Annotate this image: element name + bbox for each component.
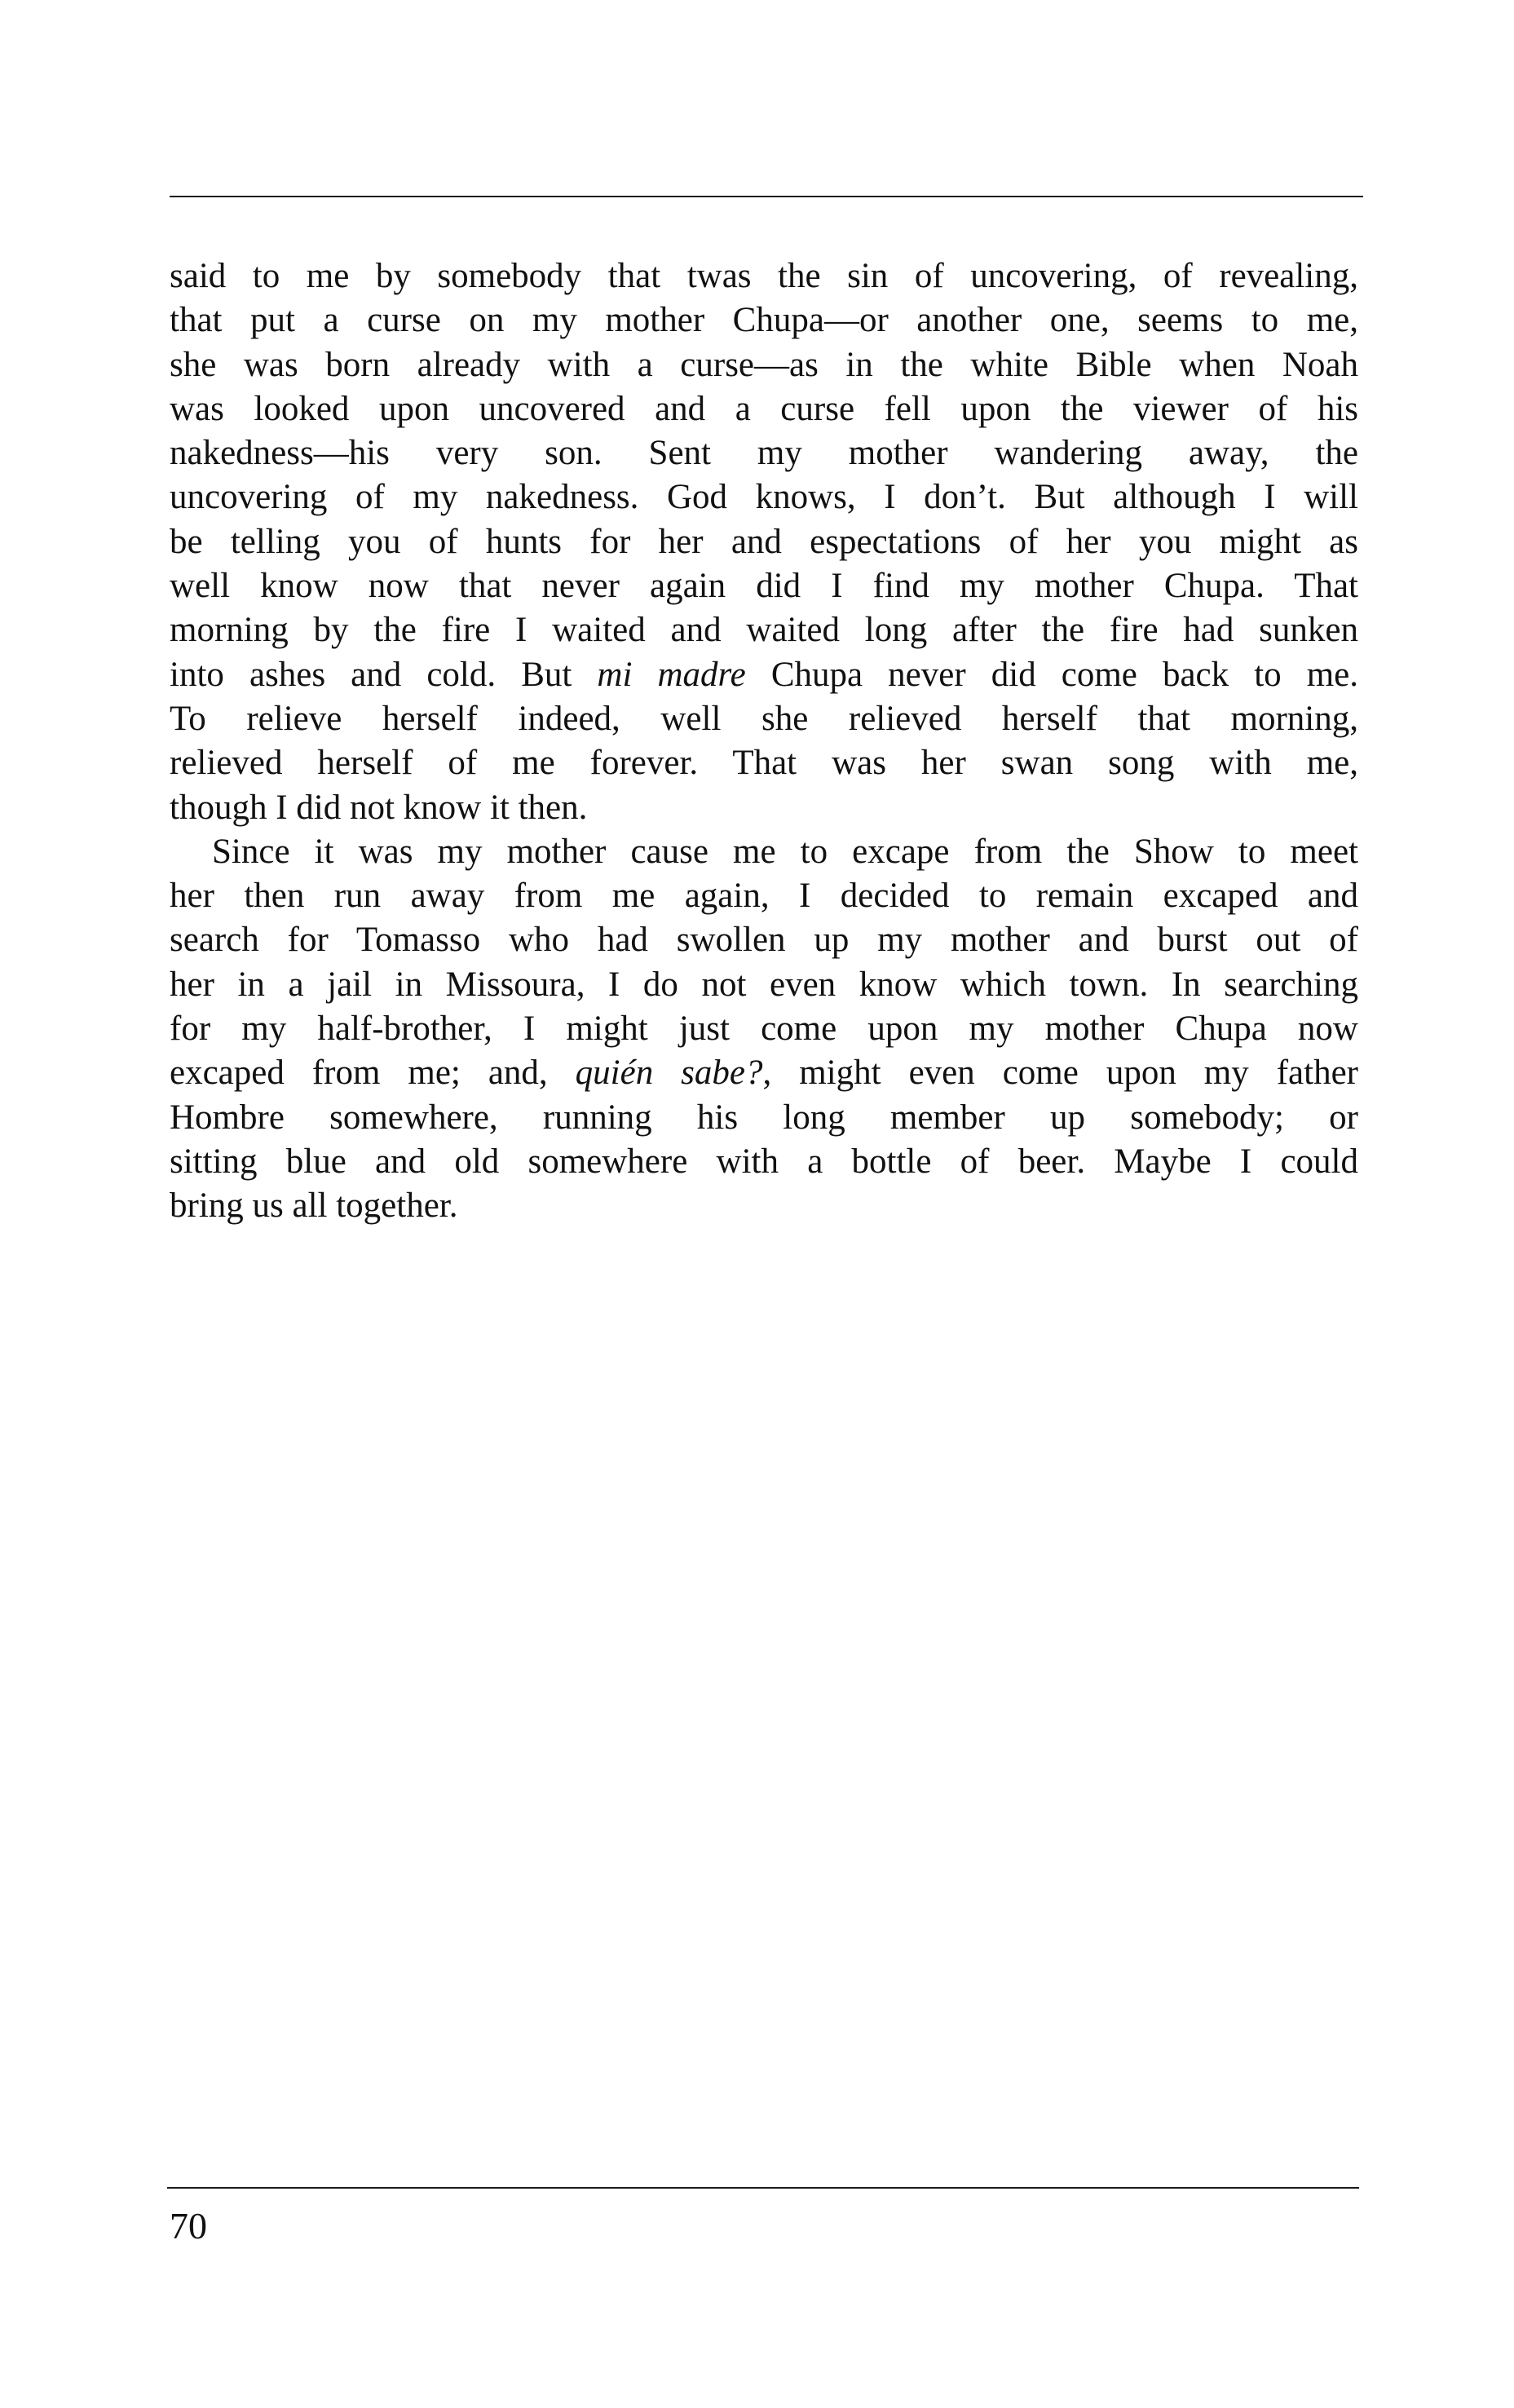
body-text: [170, 254, 1358, 1229]
top-rule: [170, 196, 1363, 197]
text-line: relieved herself of me forever. That was her swan song with me,: [170, 744, 1358, 783]
text-run: excaped from me; and,: [170, 1054, 576, 1093]
text-line: though I did not know it then.: [170, 788, 588, 827]
text-run: Chupa never did come back to me.: [745, 655, 1358, 694]
text-line: her then run away from me again, I decided to remain excaped and: [170, 877, 1358, 916]
text-line: Hombre somewhere, running his long member up somebody; or: [170, 1098, 1358, 1137]
text-line: be telling you of hunts for her and espectations of her you might as: [170, 522, 1358, 561]
italic-phrase: quién sabe?: [575, 1054, 763, 1093]
text-line: she was born already with a curse—as in the white Bible when Noah: [170, 345, 1358, 384]
text-line: sitting blue and old somewhere with a bottle of beer. Maybe I could: [170, 1142, 1358, 1181]
text-line: morning by the fire I waited and waited long after the fire had sunken: [170, 611, 1358, 650]
page-number: 70: [170, 2205, 207, 2247]
text-line: well know now that never again did I find my mother Chupa. That: [170, 567, 1358, 606]
text-line: for my half-brother, I might just come upon my mother Chupa now: [170, 1010, 1358, 1049]
bottom-rule: [167, 2187, 1359, 2189]
text-line: Since it was my mother cause me to excape from the Show to meet: [212, 832, 1358, 871]
text-line: nakedness—his very son. Sent my mother wandering away, the: [170, 434, 1358, 473]
text-line: [170, 1051, 1358, 1095]
italic-phrase: mi madre: [597, 655, 746, 694]
text-line: bring us all together.: [170, 1186, 458, 1226]
text-line: was looked upon uncovered and a curse fell upon the viewer of his: [170, 389, 1358, 428]
text-line: uncovering of my nakedness. God knows, I don’t. But although I will: [170, 478, 1358, 517]
text-line: [170, 653, 1358, 697]
text-run: into ashes and cold. But: [170, 655, 598, 694]
text-line: that put a curse on my mother Chupa—or another one, seems to me,: [170, 301, 1358, 340]
text-line: search for Tomasso who had swollen up my mother and burst out of: [170, 921, 1358, 960]
text-line: To relieve herself indeed, well she relieved herself that morning,: [170, 699, 1358, 738]
text-run: , might even come upon my father: [762, 1054, 1358, 1093]
text-line: her in a jail in Missoura, I do not even know which town. In searching: [170, 965, 1358, 1004]
text-line: said to me by somebody that twas the sin of uncovering, of revealing,: [170, 257, 1358, 295]
